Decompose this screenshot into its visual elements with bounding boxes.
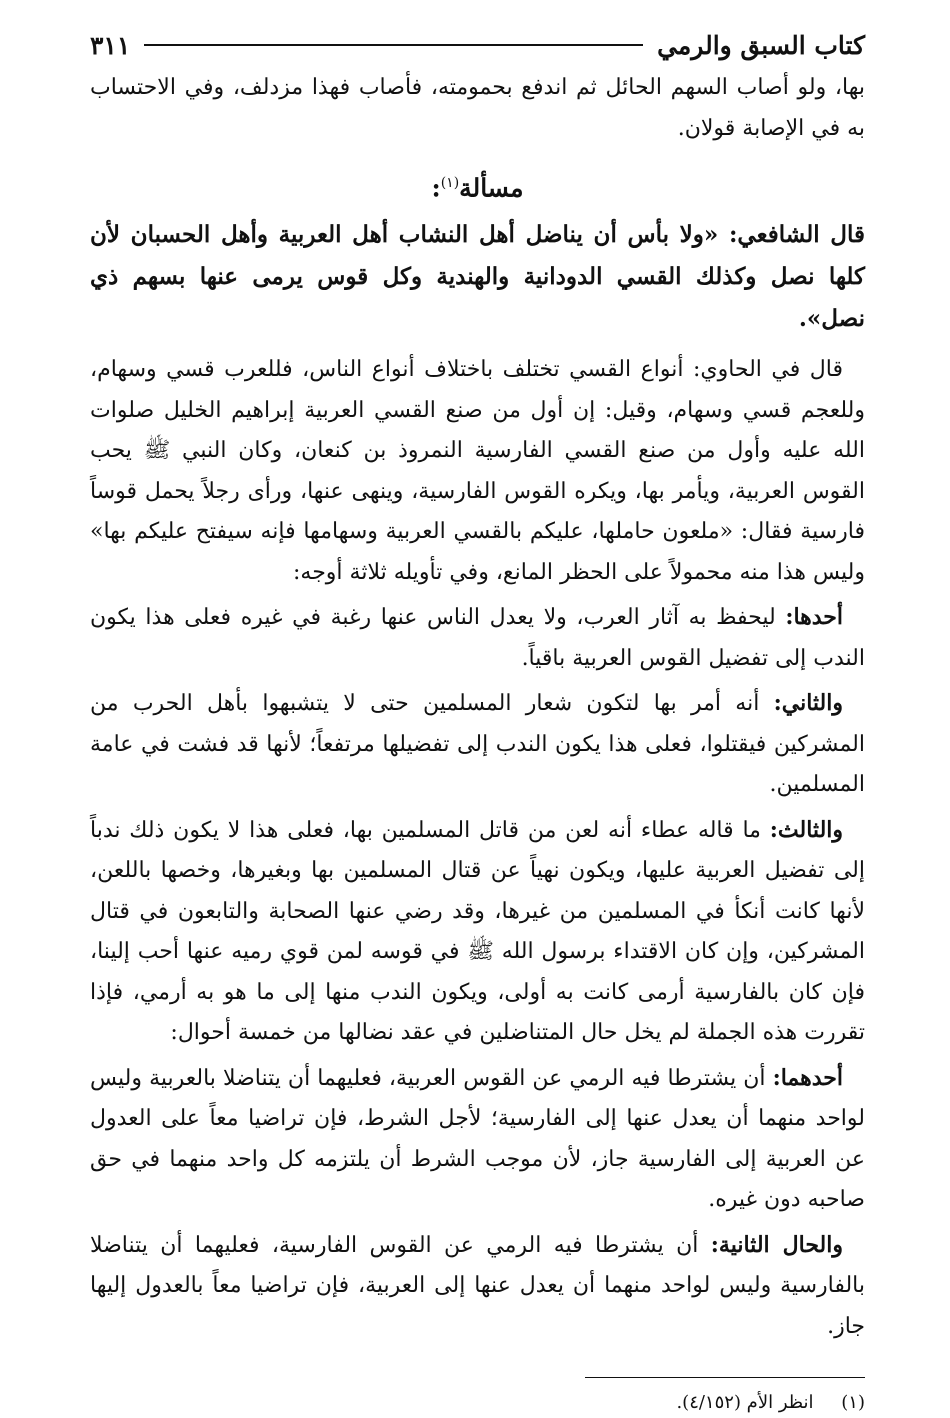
page-number: ٣١١ <box>90 30 131 60</box>
view-three <box>90 810 865 1054</box>
view-two-label: والثاني: <box>773 690 843 717</box>
view-one-text: ليحفظ به آثار العرب، ولا يعدل الناس عنها رغبة في غيره فعلى هذا يكون الندب إلى تفضيل القوس العربية باقياً. <box>90 605 865 671</box>
case-one-label: أحدهما: <box>772 1064 843 1091</box>
running-header <box>90 22 865 68</box>
case-two-label: والحال الثانية: <box>710 1231 843 1258</box>
footnote-rule <box>585 1377 865 1378</box>
case-two <box>90 1225 865 1348</box>
heading-text: مسألة <box>459 173 524 203</box>
heading-footnote-ref: (١) <box>440 175 460 191</box>
case-one-text: أن يشترطا فيه الرمي عن القوس العربية، فعليهما أن يتناضلا بالعربية وليس لواحد منهما أن يعدل عنها إلى الفارسية؛ لأجل الشرط، فإن تراضيا معاً على العدول عن العربية إلى الفارسية جاز، لأن موجب الشرط أن يلتزمه كل واحد منهما في حق صاحبه دون غيره. <box>90 1065 865 1213</box>
book-title: كتاب السبق والرمي <box>657 30 865 60</box>
view-two-text: أنه أمر بها لتكون شعار المسلمين حتى لا يتشبهوا بأهل الحرب من المشركين فيقتلوا، فعلى هذا يكون الندب إلى تفضيلها مرتفعاً؛ لأنها قد فشت في عامة المسلمين. <box>90 691 865 798</box>
shafii-lead: قال الشافعي: <box>728 221 865 249</box>
header-rule <box>144 44 643 46</box>
case-one <box>90 1058 865 1221</box>
view-three-label: والثالث: <box>769 816 844 843</box>
heading-colon: : <box>431 173 441 203</box>
view-two <box>90 683 865 806</box>
footnote-mark: (١) <box>841 1392 865 1414</box>
view-three-text: ما قاله عطاء أنه لعن من قاتل المسلمين بها، فعلى هذا لا يكون ذلك ندباً إلى تفضيل العربية عليها، ويكون نهياً عن قتال المسلمين بها وبغيرها، وخصها باللعن، لأنها كانت أنكأ في المسلمين من غيرها، وقد رضي عنها الصحابة والتابعون في قتال المشركين، وإن كان الاقتداء برسول الله ﷺ في قوسه لمن قوي رميه عنها أحب إلينا، فإن كان بالفارسية أرمى كانت به أولى، ويكون الندب منها إلى ما هو به أرمي، فإذا تقررت هذه الجملة لم يخل حال المتناضلين في عقد نضالها من خمسة أحوال: <box>90 817 865 1046</box>
view-one-label: أحدها: <box>785 604 844 631</box>
shafii-text: «ولا بأس أن يناضل أهل النشاب أهل العربية وأهل الحسبان لأن كلها نصل وكذلك القسي الدودانية والهندية وكل قوس يرمى عنها بسهم ذي نصل». <box>90 221 865 333</box>
hawi-paragraph: قال في الحاوي: أنواع القسي تختلف باختلاف أنواع الناس، فللعرب قسي وسهام، وللعجم قسي وسهام، وقيل: إن أول من صنع القسي العربية إبراهيم الخليل صلوات الله عليه وأول من صنع القسي الفارسية النمروذ بن كنعان، وكان النبي ﷺ يحب القوس العربية، ويأمر بها، ويكره القوس الفارسية، وينهى عنها، ورأى رجلاً يحمل قوساً فارسية فقال: «ملعون حاملها، عليكم بالقسي العربية وسهامها فإنه سيفتح عليكم بها» وليس هذا منه محمولاً على الحظر المانع، وفي تأويله ثلاثة أوجه: <box>90 357 865 585</box>
case-two-text: أن يشترطا فيه الرمي عن القوس الفارسية، فعليهما أن يتناضلا بالفارسية وليس لواحد منهما أن يعدل عنها إلى العربية، فإن تراضيا معاً بالعدول إليها جاز. <box>90 1232 865 1339</box>
view-one <box>90 597 865 679</box>
shafii-quote <box>90 214 865 340</box>
footnote <box>90 1388 865 1418</box>
continuation-paragraph: بها، ولو أصاب السهم الحائل ثم اندفع بحمومته، فأصاب فهذا مزدلف، وفي الاحتساب به في الإصابة قولان. <box>90 75 865 141</box>
footnote-text: انظر الأم (٤/١٥٢). <box>676 1392 814 1414</box>
section-heading <box>90 163 865 208</box>
